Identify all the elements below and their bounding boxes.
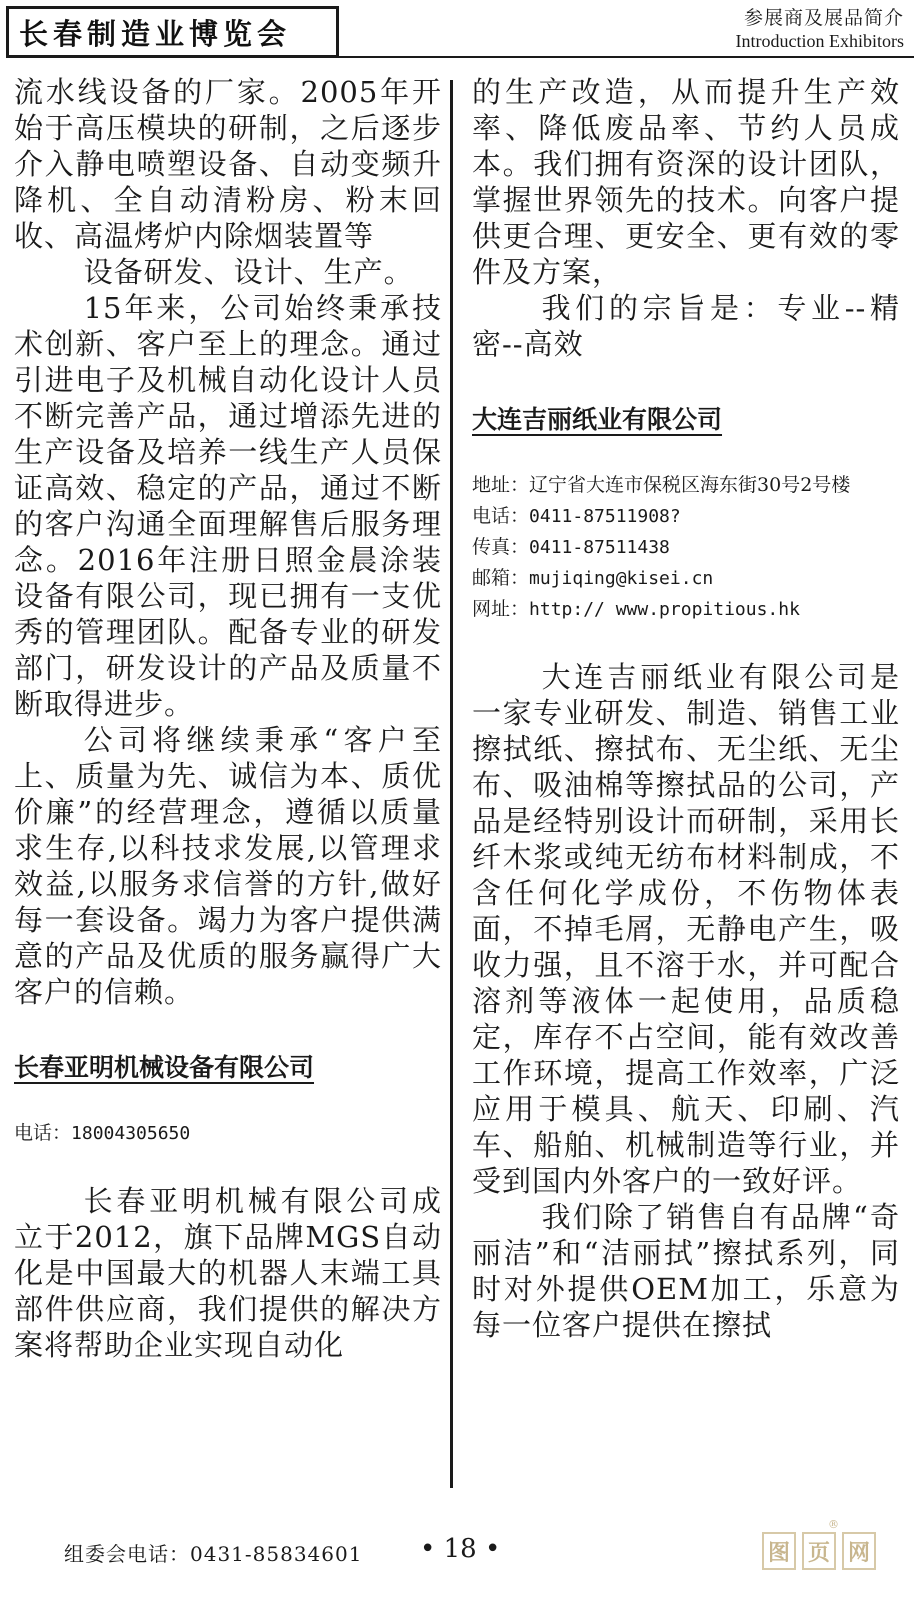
contact-tel (14, 1118, 442, 1149)
contact-label: 地址： (472, 474, 530, 496)
contact-label: 传真： (472, 536, 530, 558)
contact-label: 邮箱： (472, 567, 530, 589)
right-column (472, 74, 900, 1494)
contact-address (472, 470, 900, 501)
watermark-char: 页 (802, 1532, 836, 1570)
paragraph: 大连吉丽纸业有限公司是一家专业研发、制造、销售工业擦拭纸、擦拭布、无尘纸、无尘布、吸油棉等擦拭品的公司，产品是经特别设计而研制，采用长纤木浆或纯无纺布材料制成，不含任何化学成份，不伤物体表面，不掉毛屑，无静电产生，吸收力强，且不溶于水，并可配合溶剂等液体一起使用，品质稳定，库存不占空间，能有效改善工作环境，提高工作效率，广泛应用于模具、航天、印刷、汽车、船舶、机械制造等行业，并受到国内外客户的一致好评。 (472, 660, 900, 1198)
section-heading (736, 6, 904, 52)
watermark-logo (762, 1518, 880, 1572)
section-title-zh: 参展商及展品简介 (743, 7, 904, 29)
contact-block (472, 470, 900, 625)
column-divider (450, 80, 453, 1488)
section-title-en: Introduction Exhibitors (735, 31, 904, 51)
contact-label: 电话： (472, 505, 530, 527)
contact-value: mujiqing@kisei.cn (529, 568, 714, 589)
contact-label: 网址： (472, 598, 530, 620)
contact-value: 辽宁省大连市保税区海东街30号2号楼 (529, 474, 851, 496)
paragraph: 的生产改造，从而提升生产效率、降低废品率、节约人员成本。我们拥有资深的设计团队，掌握世界领先的技术。向客户提供更合理、更安全、更有效的零件及方案， (472, 75, 900, 289)
contact-value: 0411-87511908? (529, 506, 681, 527)
contact-tel (472, 501, 900, 532)
paragraph: 长春亚明机械有限公司成立于2012，旗下品牌MGS自动化是中国最大的机器人末端工具部件供应商，我们提供的解决方案将帮助企业实现自动化 (14, 1184, 442, 1362)
contact-label: 电话： (14, 1122, 72, 1144)
paragraph: 我们除了销售自有品牌“奇丽洁”和“洁丽拭”擦拭系列，同时对外提供OEM加工，乐意为每一位客户提供在擦拭 (472, 1200, 900, 1342)
paragraph: 15年来，公司始终秉承技术创新、客户至上的理念。通过引进电子及机械自动化设计人员不断完善产品，通过增添先进的生产设备及培养一线生产人员保证高效、稳定的产品，通过不断的客户沟通全面理解售后服务理念。2016年注册日照金晨涂装设备有限公司，现已拥有一支优秀的管理团队。配备专业的研发部门，研发设计的产品及质量不断取得进步。 (14, 291, 442, 721)
watermark-char: 图 (762, 1532, 796, 1570)
company-title: 长春亚明机械设备有限公司 (14, 1053, 315, 1082)
header-rule (339, 56, 914, 58)
page-header (0, 0, 914, 68)
watermark-char: 网 (842, 1532, 876, 1570)
registered-icon: ® (828, 1518, 839, 1531)
contact-value: 18004305650 (71, 1123, 191, 1144)
company-title: 大连吉丽纸业有限公司 (472, 405, 723, 434)
contact-email (472, 563, 900, 594)
left-column (14, 74, 442, 1494)
contact-value: 0411-87511438 (529, 537, 670, 558)
expo-brand-title: 长春制造业博览会 (6, 6, 339, 58)
contact-block (14, 1118, 442, 1149)
contact-fax (472, 532, 900, 563)
contact-value: http:// www.propitious.hk (529, 599, 800, 620)
paragraph: 我们的宗旨是：专业--精密--高效 (472, 291, 900, 361)
page-number: • 18 • (420, 1534, 501, 1564)
paragraph: 公司将继续秉承“客户至上、质量为先、诚信为本、质优价廉”的经营理念，遵循以质量求生存,以科技求发展,以管理求效益,以服务求信誉的方针,做好每一套设备。竭力为客户提供满意的产品及优质的服务赢得广大客户的信赖。 (14, 723, 442, 1009)
paragraph: 流水线设备的厂家。2005年开始于高压模块的研制，之后逐步介入静电喷塑设备、自动变频升降机、全自动清粉房、粉末回收、高温烤炉内除烟装置等 (14, 75, 442, 253)
organizer-phone: 组委会电话：0431-85834601 (64, 1542, 363, 1566)
contact-website (472, 594, 900, 625)
page-footer (0, 1500, 914, 1600)
paragraph: 设备研发、设计、生产。 (83, 255, 414, 289)
